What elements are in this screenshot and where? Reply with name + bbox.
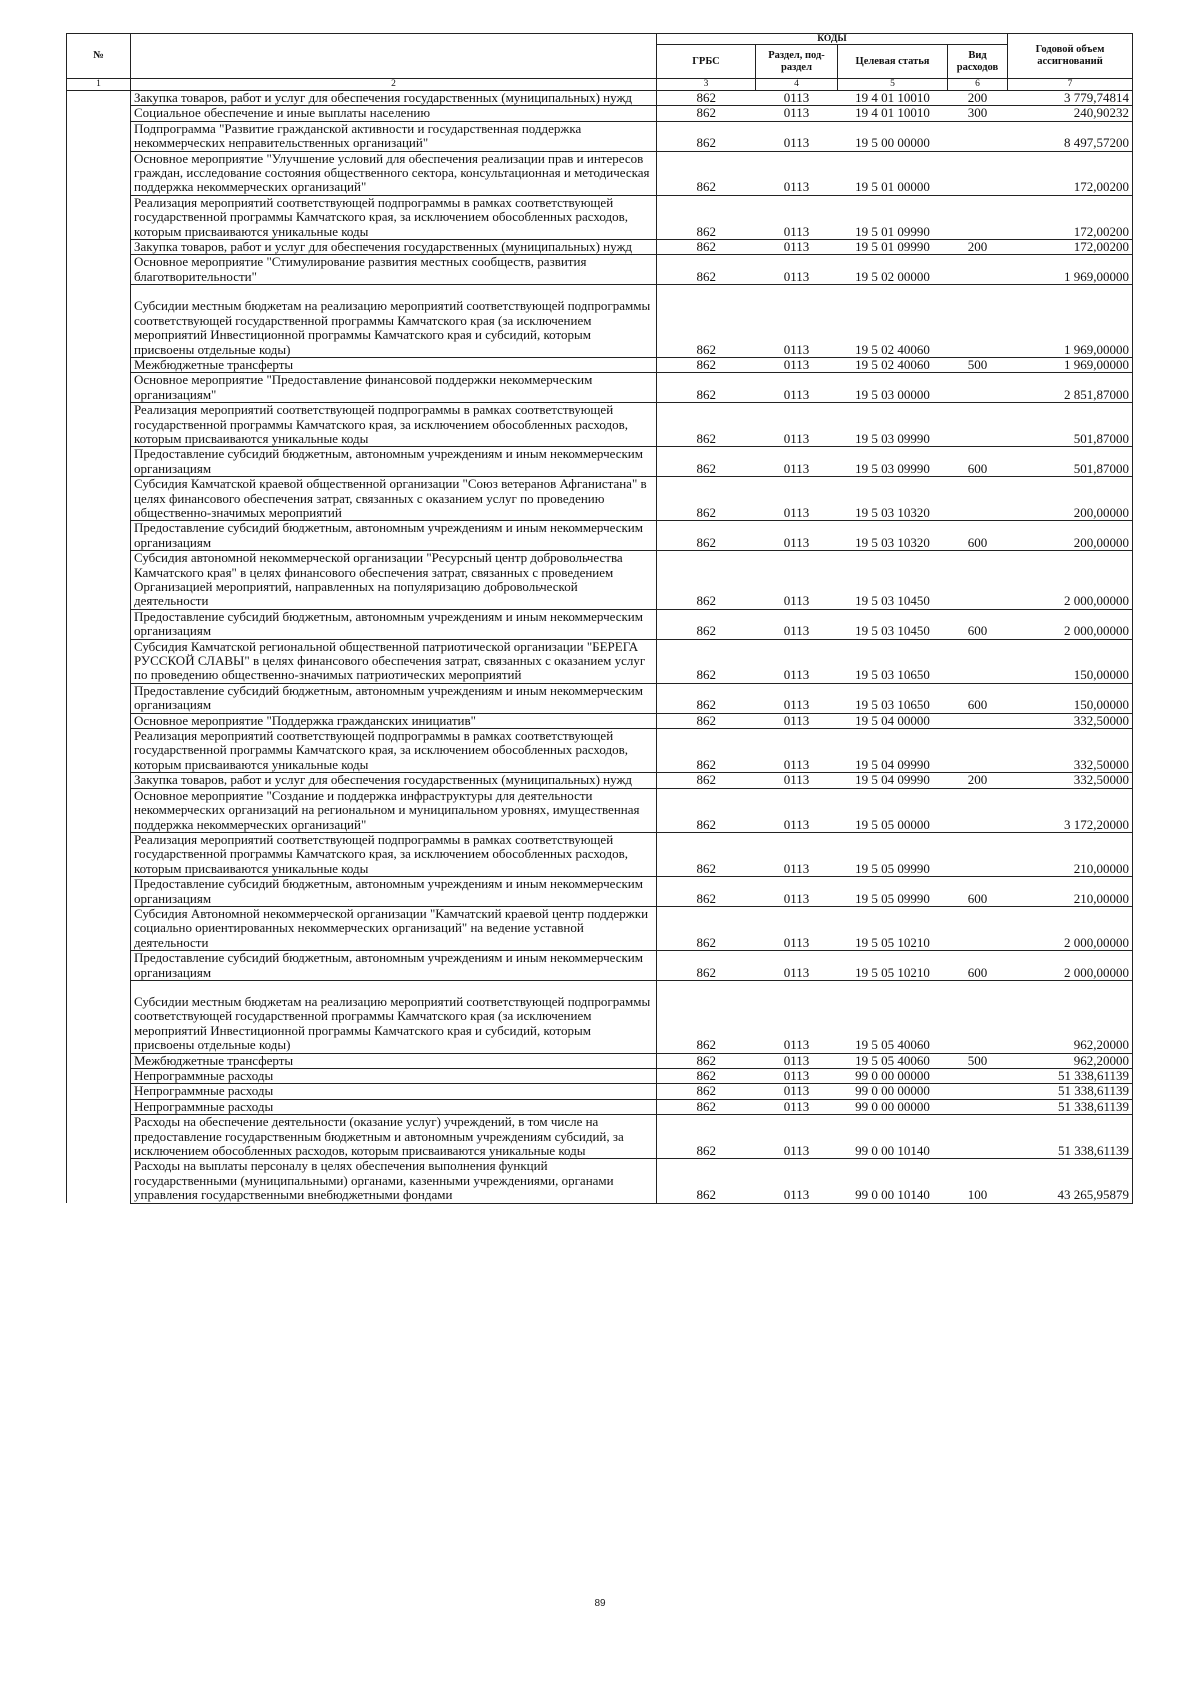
row-name-cell: Подпрограмма "Развитие гражданской активности и государственная поддержка некоммерческих неправительственных организаций" — [131, 121, 657, 151]
row-name-cell: Непрограммные расходы — [131, 1099, 657, 1114]
row-target-cell: 99 0 00 00000 — [838, 1099, 948, 1114]
row-name-cell: Предоставление субсидий бюджетным, автономным учреждениям и иным некоммерческим организациям — [131, 447, 657, 477]
row-number-cell — [67, 1099, 131, 1114]
row-name-cell: Субсидии местным бюджетам на реализацию мероприятий соответствующей подпрограммы соответствующей государственной программы Камчатского края (за исключением мероприятий Инвестиционной программы Камчатского края и субсидий, которым присвоены отдельные коды) — [131, 980, 657, 1053]
row-kind-cell — [948, 713, 1008, 728]
row-section-cell: 0113 — [756, 195, 838, 239]
row-sum-cell: 172,00200 — [1008, 151, 1133, 195]
row-name-cell: Непрограммные расходы — [131, 1069, 657, 1084]
row-section-cell: 0113 — [756, 773, 838, 788]
header-index: 4 — [756, 79, 838, 91]
row-sum-cell: 172,00200 — [1008, 240, 1133, 255]
row-target-cell: 99 0 00 10140 — [838, 1115, 948, 1159]
row-target-cell: 19 5 04 09990 — [838, 729, 948, 773]
row-name-cell: Субсидия автономной некоммерческой организации "Ресурсный центр добровольчества Камчатского края" в целях финансового обеспечения затрат, связанных с проведением Организацией мероприятий, направленных на популяризацию добровольческой деятельности — [131, 551, 657, 610]
table-row — [67, 1159, 1133, 1203]
budget-table — [66, 33, 1133, 1204]
row-kind-cell — [948, 285, 1008, 358]
table-row — [67, 1053, 1133, 1068]
row-section-cell: 0113 — [756, 1053, 838, 1068]
row-sum-cell: 51 338,61139 — [1008, 1115, 1133, 1159]
row-target-cell: 19 5 00 00000 — [838, 121, 948, 151]
row-grbs-cell: 862 — [657, 773, 756, 788]
row-grbs-cell: 862 — [657, 980, 756, 1053]
row-kind-cell: 500 — [948, 357, 1008, 372]
table-row — [67, 832, 1133, 876]
row-grbs-cell: 862 — [657, 832, 756, 876]
row-name-cell: Предоставление субсидий бюджетным, автономным учреждениям и иным некоммерческим организациям — [131, 683, 657, 713]
header-index: 2 — [131, 79, 657, 91]
row-target-cell: 19 5 03 10320 — [838, 477, 948, 521]
row-section-cell: 0113 — [756, 1069, 838, 1084]
row-target-cell: 19 5 02 00000 — [838, 255, 948, 285]
header-index: 3 — [657, 79, 756, 91]
row-section-cell: 0113 — [756, 639, 838, 683]
row-kind-cell: 500 — [948, 1053, 1008, 1068]
row-grbs-cell: 862 — [657, 91, 756, 106]
row-name-cell: Закупка товаров, работ и услуг для обеспечения государственных (муниципальных) нужд — [131, 91, 657, 106]
row-number-cell — [67, 1053, 131, 1068]
table-row — [67, 951, 1133, 981]
row-grbs-cell: 862 — [657, 106, 756, 121]
row-name-cell: Субсидии местным бюджетам на реализацию мероприятий соответствующей подпрограммы соответствующей государственной программы Камчатского края (за исключением мероприятий Инвестиционной программы Камчатского края и субсидий, которым присвоены отдельные коды) — [131, 285, 657, 358]
row-sum-cell: 200,00000 — [1008, 521, 1133, 551]
table-row — [67, 773, 1133, 788]
header-index: 1 — [67, 79, 131, 91]
row-sum-cell: 150,00000 — [1008, 683, 1133, 713]
row-sum-cell: 332,50000 — [1008, 729, 1133, 773]
header-annual: Годовой объем ассигнований — [1008, 34, 1133, 79]
row-target-cell: 19 5 01 00000 — [838, 151, 948, 195]
table-row — [67, 1099, 1133, 1114]
row-number-cell — [67, 788, 131, 832]
row-grbs-cell: 862 — [657, 609, 756, 639]
row-kind-cell: 600 — [948, 521, 1008, 551]
row-target-cell: 99 0 00 10140 — [838, 1159, 948, 1203]
row-kind-cell — [948, 639, 1008, 683]
row-name-cell: Предоставление субсидий бюджетным, автономным учреждениям и иным некоммерческим организациям — [131, 877, 657, 907]
row-sum-cell: 332,50000 — [1008, 773, 1133, 788]
row-sum-cell: 8 497,57200 — [1008, 121, 1133, 151]
row-number-cell — [67, 713, 131, 728]
row-number-cell — [67, 1159, 131, 1203]
row-sum-cell: 172,00200 — [1008, 195, 1133, 239]
row-target-cell: 99 0 00 00000 — [838, 1084, 948, 1099]
row-kind-cell — [948, 373, 1008, 403]
table-row — [67, 357, 1133, 372]
row-number-cell — [67, 951, 131, 981]
row-number-cell — [67, 255, 131, 285]
row-grbs-cell: 862 — [657, 1099, 756, 1114]
row-kind-cell — [948, 255, 1008, 285]
table-row — [67, 255, 1133, 285]
row-section-cell: 0113 — [756, 1159, 838, 1203]
row-number-cell — [67, 373, 131, 403]
row-number-cell — [67, 121, 131, 151]
row-sum-cell: 3 779,74814 — [1008, 91, 1133, 106]
table-row — [67, 477, 1133, 521]
row-kind-cell — [948, 1084, 1008, 1099]
table-row — [67, 195, 1133, 239]
row-number-cell — [67, 447, 131, 477]
row-grbs-cell: 862 — [657, 1115, 756, 1159]
row-number-cell — [67, 1115, 131, 1159]
row-sum-cell: 1 969,00000 — [1008, 357, 1133, 372]
row-target-cell: 19 5 03 10650 — [838, 639, 948, 683]
row-section-cell: 0113 — [756, 729, 838, 773]
row-section-cell: 0113 — [756, 980, 838, 1053]
row-number-cell — [67, 240, 131, 255]
row-section-cell: 0113 — [756, 91, 838, 106]
row-target-cell: 19 5 02 40060 — [838, 285, 948, 358]
row-target-cell: 19 5 03 10450 — [838, 551, 948, 610]
row-section-cell: 0113 — [756, 832, 838, 876]
row-section-cell: 0113 — [756, 285, 838, 358]
row-sum-cell: 2 000,00000 — [1008, 609, 1133, 639]
row-target-cell: 19 5 05 40060 — [838, 980, 948, 1053]
row-number-cell — [67, 683, 131, 713]
row-section-cell: 0113 — [756, 255, 838, 285]
row-kind-cell — [948, 832, 1008, 876]
table-row — [67, 729, 1133, 773]
row-section-cell: 0113 — [756, 951, 838, 981]
table-row — [67, 1069, 1133, 1084]
row-sum-cell: 210,00000 — [1008, 877, 1133, 907]
row-section-cell: 0113 — [756, 906, 838, 950]
row-kind-cell — [948, 551, 1008, 610]
row-number-cell — [67, 357, 131, 372]
row-number-cell — [67, 285, 131, 358]
row-number-cell — [67, 403, 131, 447]
table-row — [67, 521, 1133, 551]
row-grbs-cell: 862 — [657, 521, 756, 551]
header-no: № — [67, 34, 131, 79]
row-sum-cell: 51 338,61139 — [1008, 1099, 1133, 1114]
row-kind-cell: 600 — [948, 951, 1008, 981]
row-target-cell: 19 5 03 10650 — [838, 683, 948, 713]
row-grbs-cell: 862 — [657, 1084, 756, 1099]
row-name-cell: Предоставление субсидий бюджетным, автономным учреждениям и иным некоммерческим организациям — [131, 951, 657, 981]
row-number-cell — [67, 832, 131, 876]
row-kind-cell: 600 — [948, 683, 1008, 713]
row-sum-cell: 43 265,95879 — [1008, 1159, 1133, 1203]
row-kind-cell: 600 — [948, 447, 1008, 477]
header-index-row — [67, 79, 1133, 91]
row-name-cell: Реализация мероприятий соответствующей подпрограммы в рамках соответствующей государственной программы Камчатского края, за исключением обособленных расходов, которым присваиваются уникальные коды — [131, 729, 657, 773]
page-number: 89 — [594, 1598, 606, 1609]
table-row — [67, 373, 1133, 403]
row-grbs-cell: 862 — [657, 551, 756, 610]
row-grbs-cell: 862 — [657, 447, 756, 477]
row-grbs-cell: 862 — [657, 906, 756, 950]
row-grbs-cell: 862 — [657, 639, 756, 683]
row-kind-cell: 100 — [948, 1159, 1008, 1203]
row-kind-cell: 200 — [948, 240, 1008, 255]
row-kind-cell: 200 — [948, 773, 1008, 788]
row-target-cell: 19 5 03 09990 — [838, 447, 948, 477]
row-kind-cell — [948, 1069, 1008, 1084]
row-kind-cell — [948, 151, 1008, 195]
row-section-cell: 0113 — [756, 447, 838, 477]
row-sum-cell: 2 000,00000 — [1008, 906, 1133, 950]
row-grbs-cell: 862 — [657, 373, 756, 403]
row-target-cell: 19 5 01 09990 — [838, 240, 948, 255]
row-grbs-cell: 862 — [657, 1159, 756, 1203]
row-section-cell: 0113 — [756, 551, 838, 610]
row-number-cell — [67, 980, 131, 1053]
row-name-cell: Расходы на обеспечение деятельности (оказание услуг) учреждений, в том числе на предоставление государственным бюджетным и автономным учреждениям субсидий, за исключением обособленных расходов, которым присваиваются уникальные коды — [131, 1115, 657, 1159]
row-sum-cell: 2 000,00000 — [1008, 551, 1133, 610]
row-target-cell: 19 5 05 10210 — [838, 906, 948, 950]
row-name-cell: Реализация мероприятий соответствующей подпрограммы в рамках соответствующей государственной программы Камчатского края, за исключением обособленных расходов, которым присваиваются уникальные коды — [131, 195, 657, 239]
table-row — [67, 447, 1133, 477]
row-name-cell: Непрограммные расходы — [131, 1084, 657, 1099]
header-target: Целевая статья — [838, 45, 948, 79]
row-name-cell: Закупка товаров, работ и услуг для обеспечения государственных (муниципальных) нужд — [131, 240, 657, 255]
row-name-cell: Основное мероприятие "Стимулирование развития местных сообществ, развития благотворительности" — [131, 255, 657, 285]
row-sum-cell: 51 338,61139 — [1008, 1069, 1133, 1084]
header-section: Раздел, под-раздел — [756, 45, 838, 79]
table-row — [67, 151, 1133, 195]
row-number-cell — [67, 639, 131, 683]
row-target-cell: 19 4 01 10010 — [838, 91, 948, 106]
row-kind-cell — [948, 1099, 1008, 1114]
row-grbs-cell: 862 — [657, 151, 756, 195]
row-grbs-cell: 862 — [657, 1069, 756, 1084]
row-target-cell: 19 5 03 10320 — [838, 521, 948, 551]
row-number-cell — [67, 877, 131, 907]
row-kind-cell — [948, 477, 1008, 521]
row-number-cell — [67, 195, 131, 239]
row-grbs-cell: 862 — [657, 729, 756, 773]
table-row — [67, 713, 1133, 728]
row-name-cell: Социальное обеспечение и иные выплаты населению — [131, 106, 657, 121]
row-sum-cell: 2 000,00000 — [1008, 951, 1133, 981]
header-index: 5 — [838, 79, 948, 91]
row-target-cell: 19 5 05 09990 — [838, 832, 948, 876]
row-target-cell: 19 5 03 09990 — [838, 403, 948, 447]
table-row — [67, 639, 1133, 683]
row-grbs-cell: 862 — [657, 877, 756, 907]
table-row — [67, 1115, 1133, 1159]
row-kind-cell: 600 — [948, 877, 1008, 907]
row-number-cell — [67, 551, 131, 610]
row-section-cell: 0113 — [756, 373, 838, 403]
header-name — [131, 34, 657, 79]
row-target-cell: 19 5 01 09990 — [838, 195, 948, 239]
row-name-cell: Субсидия Камчатской краевой общественной организации "Союз ветеранов Афганистана" в целях финансового обеспечения затрат, связанных с оказанием услуг по проведению общественно-значимых мероприятий — [131, 477, 657, 521]
row-grbs-cell: 862 — [657, 357, 756, 372]
row-grbs-cell: 862 — [657, 477, 756, 521]
row-sum-cell: 2 851,87000 — [1008, 373, 1133, 403]
header-index: 7 — [1008, 79, 1133, 91]
row-section-cell: 0113 — [756, 151, 838, 195]
row-name-cell: Предоставление субсидий бюджетным, автономным учреждениям и иным некоммерческим организациям — [131, 609, 657, 639]
budget-table-sheet — [66, 33, 1132, 1204]
table-row — [67, 609, 1133, 639]
row-target-cell: 99 0 00 00000 — [838, 1069, 948, 1084]
row-name-cell: Основное мероприятие "Поддержка гражданских инициатив" — [131, 713, 657, 728]
row-section-cell: 0113 — [756, 240, 838, 255]
row-grbs-cell: 862 — [657, 255, 756, 285]
row-name-cell: Межбюджетные трансферты — [131, 1053, 657, 1068]
row-number-cell — [67, 151, 131, 195]
row-section-cell: 0113 — [756, 121, 838, 151]
row-section-cell: 0113 — [756, 357, 838, 372]
row-grbs-cell: 862 — [657, 713, 756, 728]
row-sum-cell: 1 969,00000 — [1008, 255, 1133, 285]
row-name-cell: Предоставление субсидий бюджетным, автономным учреждениям и иным некоммерческим организациям — [131, 521, 657, 551]
table-row — [67, 877, 1133, 907]
row-section-cell: 0113 — [756, 683, 838, 713]
row-sum-cell: 240,90232 — [1008, 106, 1133, 121]
row-grbs-cell: 862 — [657, 121, 756, 151]
row-target-cell: 19 4 01 10010 — [838, 106, 948, 121]
row-grbs-cell: 862 — [657, 403, 756, 447]
row-section-cell: 0113 — [756, 106, 838, 121]
row-sum-cell: 210,00000 — [1008, 832, 1133, 876]
row-section-cell: 0113 — [756, 521, 838, 551]
header-grbs: ГРБС — [657, 45, 756, 79]
row-name-cell: Основное мероприятие "Предоставление финансовой поддержки некоммерческим организациям" — [131, 373, 657, 403]
row-section-cell: 0113 — [756, 477, 838, 521]
row-grbs-cell: 862 — [657, 285, 756, 358]
row-kind-cell — [948, 980, 1008, 1053]
row-sum-cell: 200,00000 — [1008, 477, 1133, 521]
row-grbs-cell: 862 — [657, 1053, 756, 1068]
row-kind-cell — [948, 403, 1008, 447]
row-sum-cell: 1 969,00000 — [1008, 285, 1133, 358]
row-grbs-cell: 862 — [657, 951, 756, 981]
row-section-cell: 0113 — [756, 609, 838, 639]
row-sum-cell: 3 172,20000 — [1008, 788, 1133, 832]
row-target-cell: 19 5 05 09990 — [838, 877, 948, 907]
row-kind-cell: 200 — [948, 91, 1008, 106]
header-kind: Вид расходов — [948, 45, 1008, 79]
row-sum-cell: 51 338,61139 — [1008, 1084, 1133, 1099]
row-section-cell: 0113 — [756, 877, 838, 907]
row-name-cell: Закупка товаров, работ и услуг для обеспечения государственных (муниципальных) нужд — [131, 773, 657, 788]
row-target-cell: 19 5 03 00000 — [838, 373, 948, 403]
row-kind-cell — [948, 121, 1008, 151]
table-row — [67, 285, 1133, 358]
table-row — [67, 403, 1133, 447]
table-row — [67, 906, 1133, 950]
row-number-cell — [67, 609, 131, 639]
table-row — [67, 980, 1133, 1053]
table-row — [67, 121, 1133, 151]
row-number-cell — [67, 729, 131, 773]
row-number-cell — [67, 1069, 131, 1084]
table-row — [67, 91, 1133, 106]
row-number-cell — [67, 106, 131, 121]
row-name-cell: Реализация мероприятий соответствующей подпрограммы в рамках соответствующей государственной программы Камчатского края, за исключением обособленных расходов, которым присваиваются уникальные коды — [131, 403, 657, 447]
row-name-cell: Основное мероприятие "Улучшение условий для обеспечения реализации прав и интересов граждан, исследование состояния общественного сектора, консультационная и методическая поддержка некоммерческих организаций" — [131, 151, 657, 195]
table-row — [67, 551, 1133, 610]
row-kind-cell: 600 — [948, 609, 1008, 639]
row-target-cell: 19 5 04 09990 — [838, 773, 948, 788]
row-grbs-cell: 862 — [657, 788, 756, 832]
row-number-cell — [67, 906, 131, 950]
header-index: 6 — [948, 79, 1008, 91]
row-name-cell: Субсидия Автономной некоммерческой организации "Камчатский краевой центр поддержки социально ориентированных некоммерческих организаций" на ведение уставной деятельности — [131, 906, 657, 950]
row-name-cell: Реализация мероприятий соответствующей подпрограммы в рамках соответствующей государственной программы Камчатского края, за исключением обособленных расходов, которым присваиваются уникальные коды — [131, 832, 657, 876]
row-name-cell: Основное мероприятие "Создание и поддержка инфраструктуры для деятельности некоммерческих организаций на региональном и муниципальном уровнях, имущественная поддержка некоммерческих организаций" — [131, 788, 657, 832]
row-kind-cell: 300 — [948, 106, 1008, 121]
row-section-cell: 0113 — [756, 1084, 838, 1099]
row-number-cell — [67, 773, 131, 788]
row-kind-cell — [948, 195, 1008, 239]
row-grbs-cell: 862 — [657, 195, 756, 239]
row-target-cell: 19 5 03 10450 — [838, 609, 948, 639]
table-header — [67, 34, 1133, 91]
row-kind-cell — [948, 788, 1008, 832]
row-number-cell — [67, 91, 131, 106]
row-sum-cell: 962,20000 — [1008, 980, 1133, 1053]
row-grbs-cell: 862 — [657, 683, 756, 713]
row-section-cell: 0113 — [756, 403, 838, 447]
table-row — [67, 788, 1133, 832]
row-section-cell: 0113 — [756, 713, 838, 728]
row-target-cell: 19 5 04 00000 — [838, 713, 948, 728]
row-name-cell: Межбюджетные трансферты — [131, 357, 657, 372]
table-row — [67, 1084, 1133, 1099]
table-row — [67, 683, 1133, 713]
row-sum-cell: 501,87000 — [1008, 403, 1133, 447]
row-target-cell: 19 5 02 40060 — [838, 357, 948, 372]
header-codes: КОДЫ — [657, 34, 1008, 45]
row-sum-cell: 962,20000 — [1008, 1053, 1133, 1068]
row-number-cell — [67, 477, 131, 521]
row-number-cell — [67, 1084, 131, 1099]
row-name-cell: Субсидия Камчатской региональной общественной патриотической организации "БЕРЕГА РУССКОЙ СЛАВЫ" в целях финансового обеспечения затрат, связанных с оказанием услуг по проведению общественно-значимых патриотических мероприятий — [131, 639, 657, 683]
row-sum-cell: 150,00000 — [1008, 639, 1133, 683]
row-target-cell: 19 5 05 00000 — [838, 788, 948, 832]
row-kind-cell — [948, 906, 1008, 950]
row-name-cell: Расходы на выплаты персоналу в целях обеспечения выполнения функций государственными (муниципальными) органами, казенными учреждениями, органами управления государственными внебюджетными фондами — [131, 1159, 657, 1203]
row-kind-cell — [948, 1115, 1008, 1159]
row-section-cell: 0113 — [756, 1115, 838, 1159]
table-body — [67, 91, 1133, 1204]
row-kind-cell — [948, 729, 1008, 773]
row-sum-cell: 501,87000 — [1008, 447, 1133, 477]
row-sum-cell: 332,50000 — [1008, 713, 1133, 728]
table-row — [67, 240, 1133, 255]
row-grbs-cell: 862 — [657, 240, 756, 255]
row-target-cell: 19 5 05 10210 — [838, 951, 948, 981]
table-row — [67, 106, 1133, 121]
row-number-cell — [67, 521, 131, 551]
row-section-cell: 0113 — [756, 788, 838, 832]
row-section-cell: 0113 — [756, 1099, 838, 1114]
row-target-cell: 19 5 05 40060 — [838, 1053, 948, 1068]
